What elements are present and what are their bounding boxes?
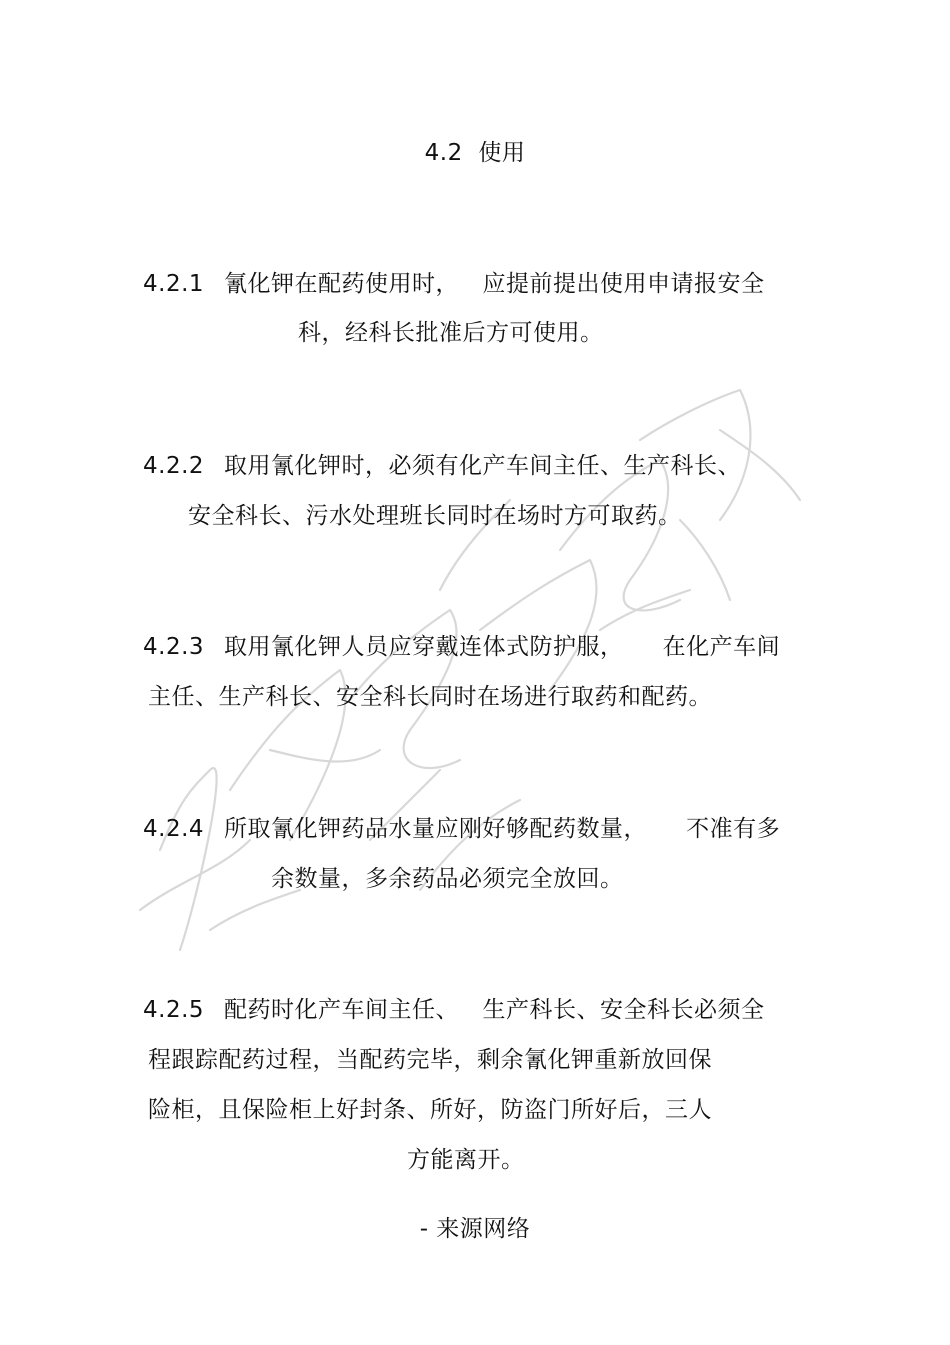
item-number: 4.2.1 bbox=[143, 271, 205, 297]
item-4-2-1-line-2: 科，经科长批准后方可使用。 bbox=[298, 320, 604, 346]
item-text: 配药时化产车间主任、 生产科长、安全科长必须全 bbox=[224, 997, 765, 1023]
item-4-2-2-line-2: 安全科长、污水处理班长同时在场时方可取药。 bbox=[188, 503, 682, 529]
item-4-2-5-line-2: 程跟踪配药过程，当配药完毕，剩余氰化钾重新放回保 bbox=[148, 1047, 712, 1073]
item-number: 4.2.5 bbox=[143, 997, 205, 1023]
item-number: 4.2.4 bbox=[143, 816, 205, 842]
item-number: 4.2.2 bbox=[143, 453, 205, 479]
item-number: 4.2.3 bbox=[143, 634, 205, 660]
item-text: 氰化钾在配药使用时， 应提前提出使用申请报安全 bbox=[224, 271, 765, 297]
item-4-2-3-line-2: 主任、生产科长、安全科长同时在场进行取药和配药。 bbox=[148, 684, 712, 710]
item-text: 取用氰化钾时，必须有化产车间主任、生产科长、 bbox=[224, 453, 742, 479]
item-4-2-1-line-1 bbox=[143, 269, 764, 299]
item-4-2-3-line-1 bbox=[143, 632, 780, 662]
section-heading: 4.2 使用 bbox=[424, 140, 526, 166]
source-footer: - 来源网络 bbox=[419, 1216, 531, 1242]
item-4-2-4-line-2: 余数量，多余药品必须完全放回。 bbox=[271, 866, 624, 892]
item-text: 取用氰化钾人员应穿戴连体式防护服， 在化产车间 bbox=[224, 634, 781, 660]
item-4-2-2-line-1 bbox=[143, 451, 741, 481]
item-4-2-5-line-4: 方能离开。 bbox=[407, 1147, 525, 1173]
item-4-2-5-line-3: 险柜，且保险柜上好封条、所好，防盗门所好后，三人 bbox=[148, 1097, 712, 1123]
item-text: 所取氰化钾药品水量应刚好够配药数量， 不准有多 bbox=[224, 816, 781, 842]
item-4-2-4-line-1 bbox=[143, 814, 780, 844]
item-4-2-5-line-1 bbox=[143, 995, 764, 1025]
